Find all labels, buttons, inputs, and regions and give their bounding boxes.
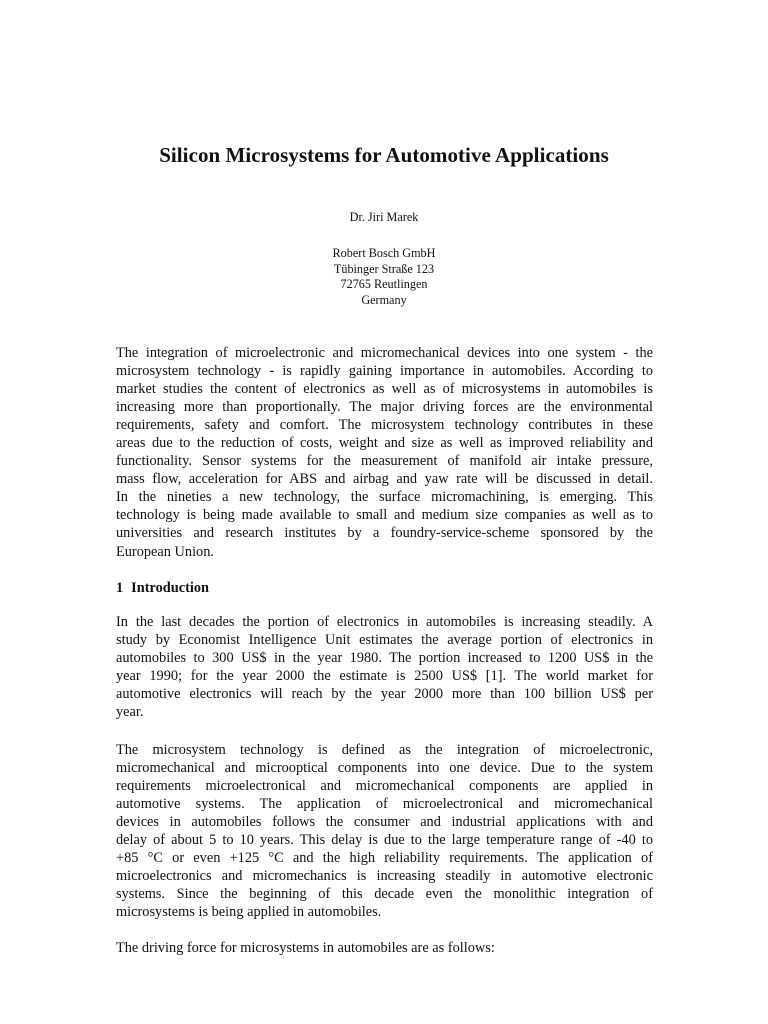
text-line: year 1990; for the year 2000 the estimate is 2500 US$ [1]. The world market for (116, 668, 653, 685)
text-line: year. (116, 704, 144, 721)
text-line: micromechanical and microoptical components into one device. Due to the system (116, 760, 653, 777)
affiliation-line: 72765 Reutlingen (340, 277, 428, 291)
section-number: 1 (116, 580, 124, 596)
intro-paragraph-2 (116, 741, 653, 921)
text-line: microelectronics and micromechanics is increasing steadily in automotive electronic (116, 868, 653, 885)
text-line: In the last decades the portion of electronics in automobiles is increasing steadily. A (116, 614, 653, 630)
text-line: functionality. Sensor systems for the measurement of manifold air intake pressure, (116, 453, 653, 470)
text-line: systems. Since the beginning of this decade even the monolithic integration of (116, 886, 653, 903)
affiliation-line: Germany (361, 292, 407, 307)
author-affiliation (0, 246, 768, 308)
text-line: automobiles to 300 US$ in the year 1980. The portion increased to 1200 US$ in the (116, 650, 653, 667)
text-line: market studies the content of electronics as well as of microsystems in automobiles is (116, 381, 653, 398)
text-line: universities and research institutes by a foundry-service-scheme sponsored by the (116, 525, 653, 542)
text-line: devices in automobiles follows the consumer and industrial applications with and (116, 814, 653, 831)
text-line: microsystems is being applied in automobiles. (116, 904, 382, 921)
text-line: requirements, safety and comfort. The microsystem technology contributes in these (116, 417, 653, 434)
text-line: The microsystem technology is defined as the integration of microelectronic, (116, 742, 653, 758)
text-line: automotive electronics will reach by the year 2000 more than 100 billion US$ per (116, 686, 653, 703)
text-line: +85 °C or even +125 °C and the high reliability requirements. The application of (116, 850, 653, 867)
affiliation-line: Tübinger Straße 123 (333, 261, 435, 276)
text-line: study by Economist Intelligence Unit estimates the average portion of electronics in (116, 632, 653, 649)
paper-title: Silicon Microsystems for Automotive Applications (159, 143, 609, 167)
intro-paragraph-1 (116, 613, 653, 721)
text-line: increasing more than proportionally. The major driving forces are the environmental (116, 399, 653, 416)
text-line: The driving force for microsystems in automobiles are as follows: (116, 940, 495, 956)
text-line: mass flow, acceleration for ABS and airbag and yaw rate will be discussed in detail. (116, 471, 653, 488)
section-title: Introduction (131, 580, 210, 596)
intro-paragraph-3 (116, 939, 653, 957)
text-line: areas due to the reduction of costs, weight and size as well as improved reliability and (116, 435, 653, 452)
text-line: The integration of microelectronic and micromechanical devices into one system - the (116, 345, 653, 361)
text-line: microsystem technology - is rapidly gaining importance in automobiles. According to (116, 363, 653, 380)
text-line: requirements microelectronical and micromechanical components are applied in (116, 778, 653, 795)
abstract-paragraph (116, 344, 653, 561)
text-line: In the nineties a new technology, the surface micromachining, is emerging. This (116, 489, 653, 506)
affiliation-line: Robert Bosch GmbH (332, 246, 436, 260)
section-heading (116, 579, 209, 597)
text-line: automotive systems. The application of microelectronical and micromechanical (116, 796, 653, 813)
text-line: European Union. (116, 543, 214, 560)
text-line: delay of about 5 to 10 years. This delay is due to the large temperature range of -40 to (116, 832, 653, 849)
author-name: Dr. Jiri Marek (349, 210, 419, 224)
text-line: technology is being made available to small and medium size companies as well as to (116, 507, 653, 524)
